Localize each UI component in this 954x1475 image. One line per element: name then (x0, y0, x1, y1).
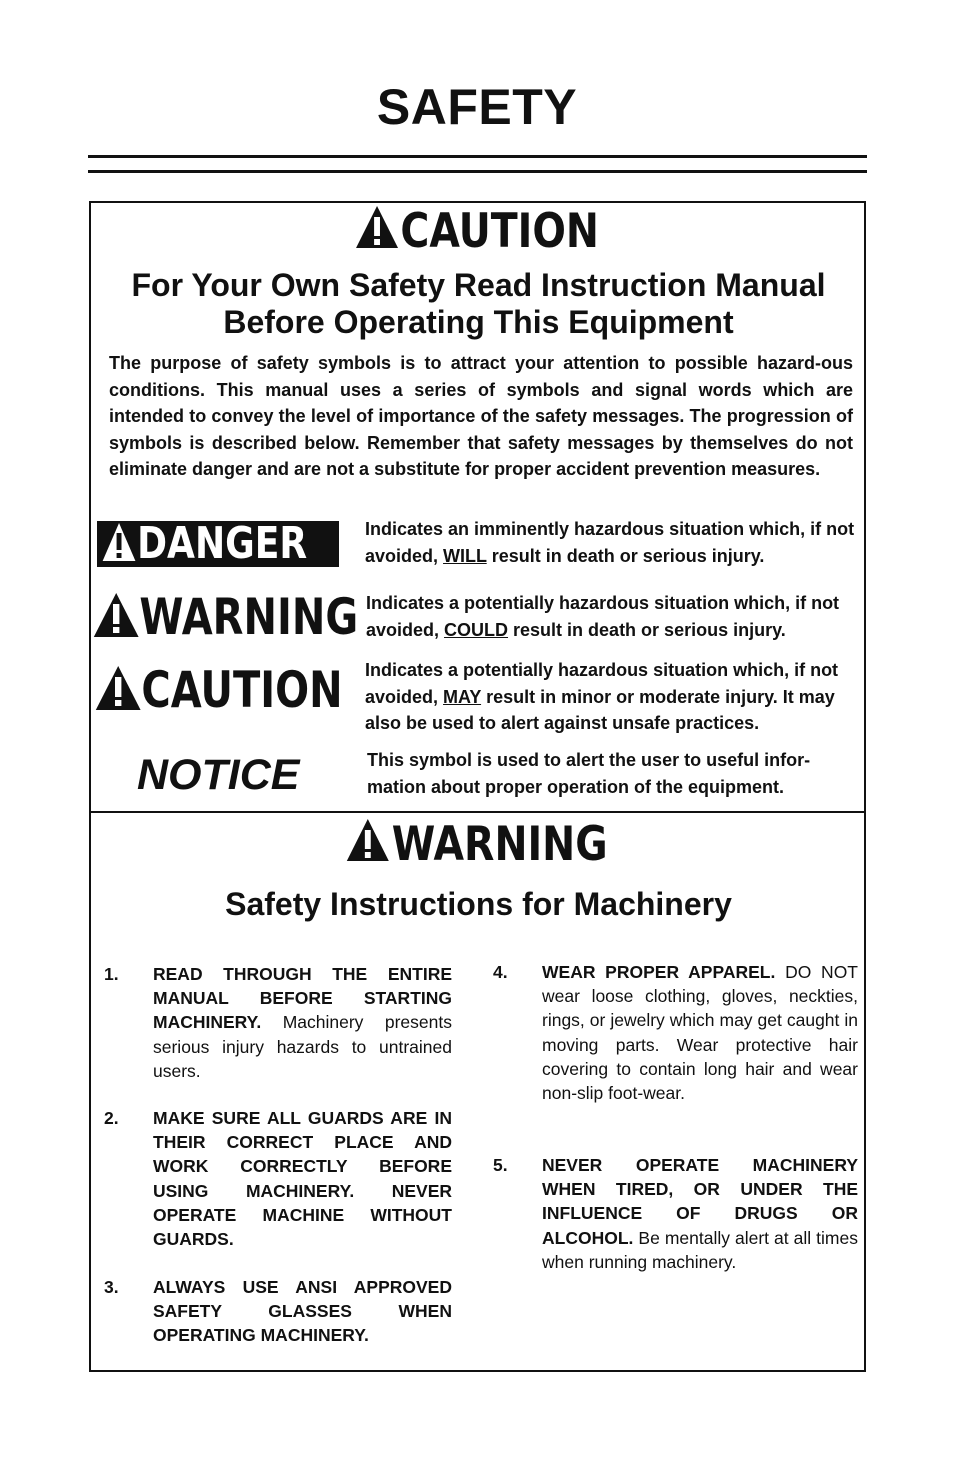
desc-text: Indicates a potentially hazardous situation which, if not avoided, (366, 593, 840, 640)
danger-word: DANGER (137, 521, 308, 567)
page-title: SAFETY (376, 79, 578, 135)
subheading-line: For Your Own Safety Read Instruction Manual (131, 267, 826, 303)
item-body (153, 1106, 452, 1251)
subheading-line: Before Operating This Equipment (223, 304, 734, 340)
notice-signal: NOTICE (137, 751, 300, 799)
item-number: 5. (493, 1155, 508, 1175)
warning-triangle-icon (101, 521, 137, 563)
caution-signal (95, 663, 405, 717)
divider-rule (88, 155, 867, 158)
desc-keyword: MAY (443, 686, 482, 707)
item-body (153, 962, 452, 1083)
item-bold: READ THROUGH THE ENTIRE MANUAL BEFORE STARTING MACHINERY. (153, 964, 452, 1033)
item-number: 4. (493, 962, 508, 982)
desc-keyword: WILL (443, 545, 487, 566)
warning-triangle-icon (95, 665, 141, 711)
desc-text: result in minor or moderate injury. It may also be used to alert against unsafe practices. (365, 686, 835, 734)
notice-description: This symbol is used to alert the user to useful infor-mation about proper operation of the equipment. (367, 750, 811, 797)
caution-heading-text: CAUTION (400, 204, 599, 259)
desc-keyword: COULD (444, 619, 509, 640)
item-body (542, 1153, 858, 1274)
warning-heading (76, 817, 877, 872)
item-text: Be mentally alert at all times when running machinery. (542, 1227, 858, 1272)
caution-word: CAUTION (141, 661, 343, 719)
item-bold: WEAR PROPER APPAREL. (542, 962, 776, 982)
caution-description (365, 657, 860, 737)
item-number: 1. (104, 964, 119, 984)
item-body (153, 1275, 452, 1348)
desc-text: result in death or serious injury. (508, 619, 786, 640)
warning-triangle-icon (355, 205, 399, 249)
danger-signal (97, 521, 339, 567)
item-bold: ALWAYS USE ANSI APPROVED SAFETY GLASSES WHEN OPERATING MACHINERY. (153, 1277, 452, 1346)
item-number: 3. (104, 1277, 119, 1297)
warning-word: WARNING (139, 588, 359, 646)
item-bold: MAKE SURE ALL GUARDS ARE IN THEIR CORRECT PLACE AND WORK CORRECTLY BEFORE USING MACHINERY. NEVER OPERATE MACHINE WITHOUT GUARDS. (153, 1108, 452, 1250)
intro-paragraph: The purpose of safety symbols is to attract your attention to possible hazard-ous conditions. This manual uses a series of symbols and signal words which are intended to convey the level of importance of the safety messages. The progression of symbols is described below. Remember that safety messages by themselves do not eliminate danger and are not a substitute for proper accident prevention measures. (109, 353, 853, 480)
warning-triangle-icon (93, 592, 139, 638)
caution-subheading (90, 267, 867, 341)
desc-text: Indicates an imminently hazardous situation which, if not avoided, (365, 519, 855, 566)
item-number: 2. (104, 1108, 119, 1128)
warning-triangle-icon (346, 818, 390, 862)
item-text: Machinery presents serious injury hazards to untrained users. (153, 1012, 452, 1081)
item-text: DO NOT wear loose clothing, gloves, neckties, rings, or jewelry which may get caught in moving parts. Wear protective hair covering to contain long hair and wear non-slip foot-wear. (542, 962, 858, 1104)
warning-description (366, 590, 861, 643)
machinery-subheading: Safety Instructions for Machinery (225, 886, 732, 922)
item-body (542, 960, 858, 1105)
desc-text: Indicates a potentially hazardous situation which, if not avoided, (365, 660, 839, 707)
desc-text: result in death or serious injury. (486, 545, 765, 566)
item-bold: NEVER OPERATE MACHINERY WHEN TIRED, OR UNDER THE INFLUENCE OF DRUGS OR ALCOHOL. (542, 1155, 858, 1248)
divider-rule (88, 170, 867, 173)
caution-heading (76, 204, 877, 259)
danger-description (365, 516, 860, 569)
warning-heading-text: WARNING (391, 817, 608, 872)
